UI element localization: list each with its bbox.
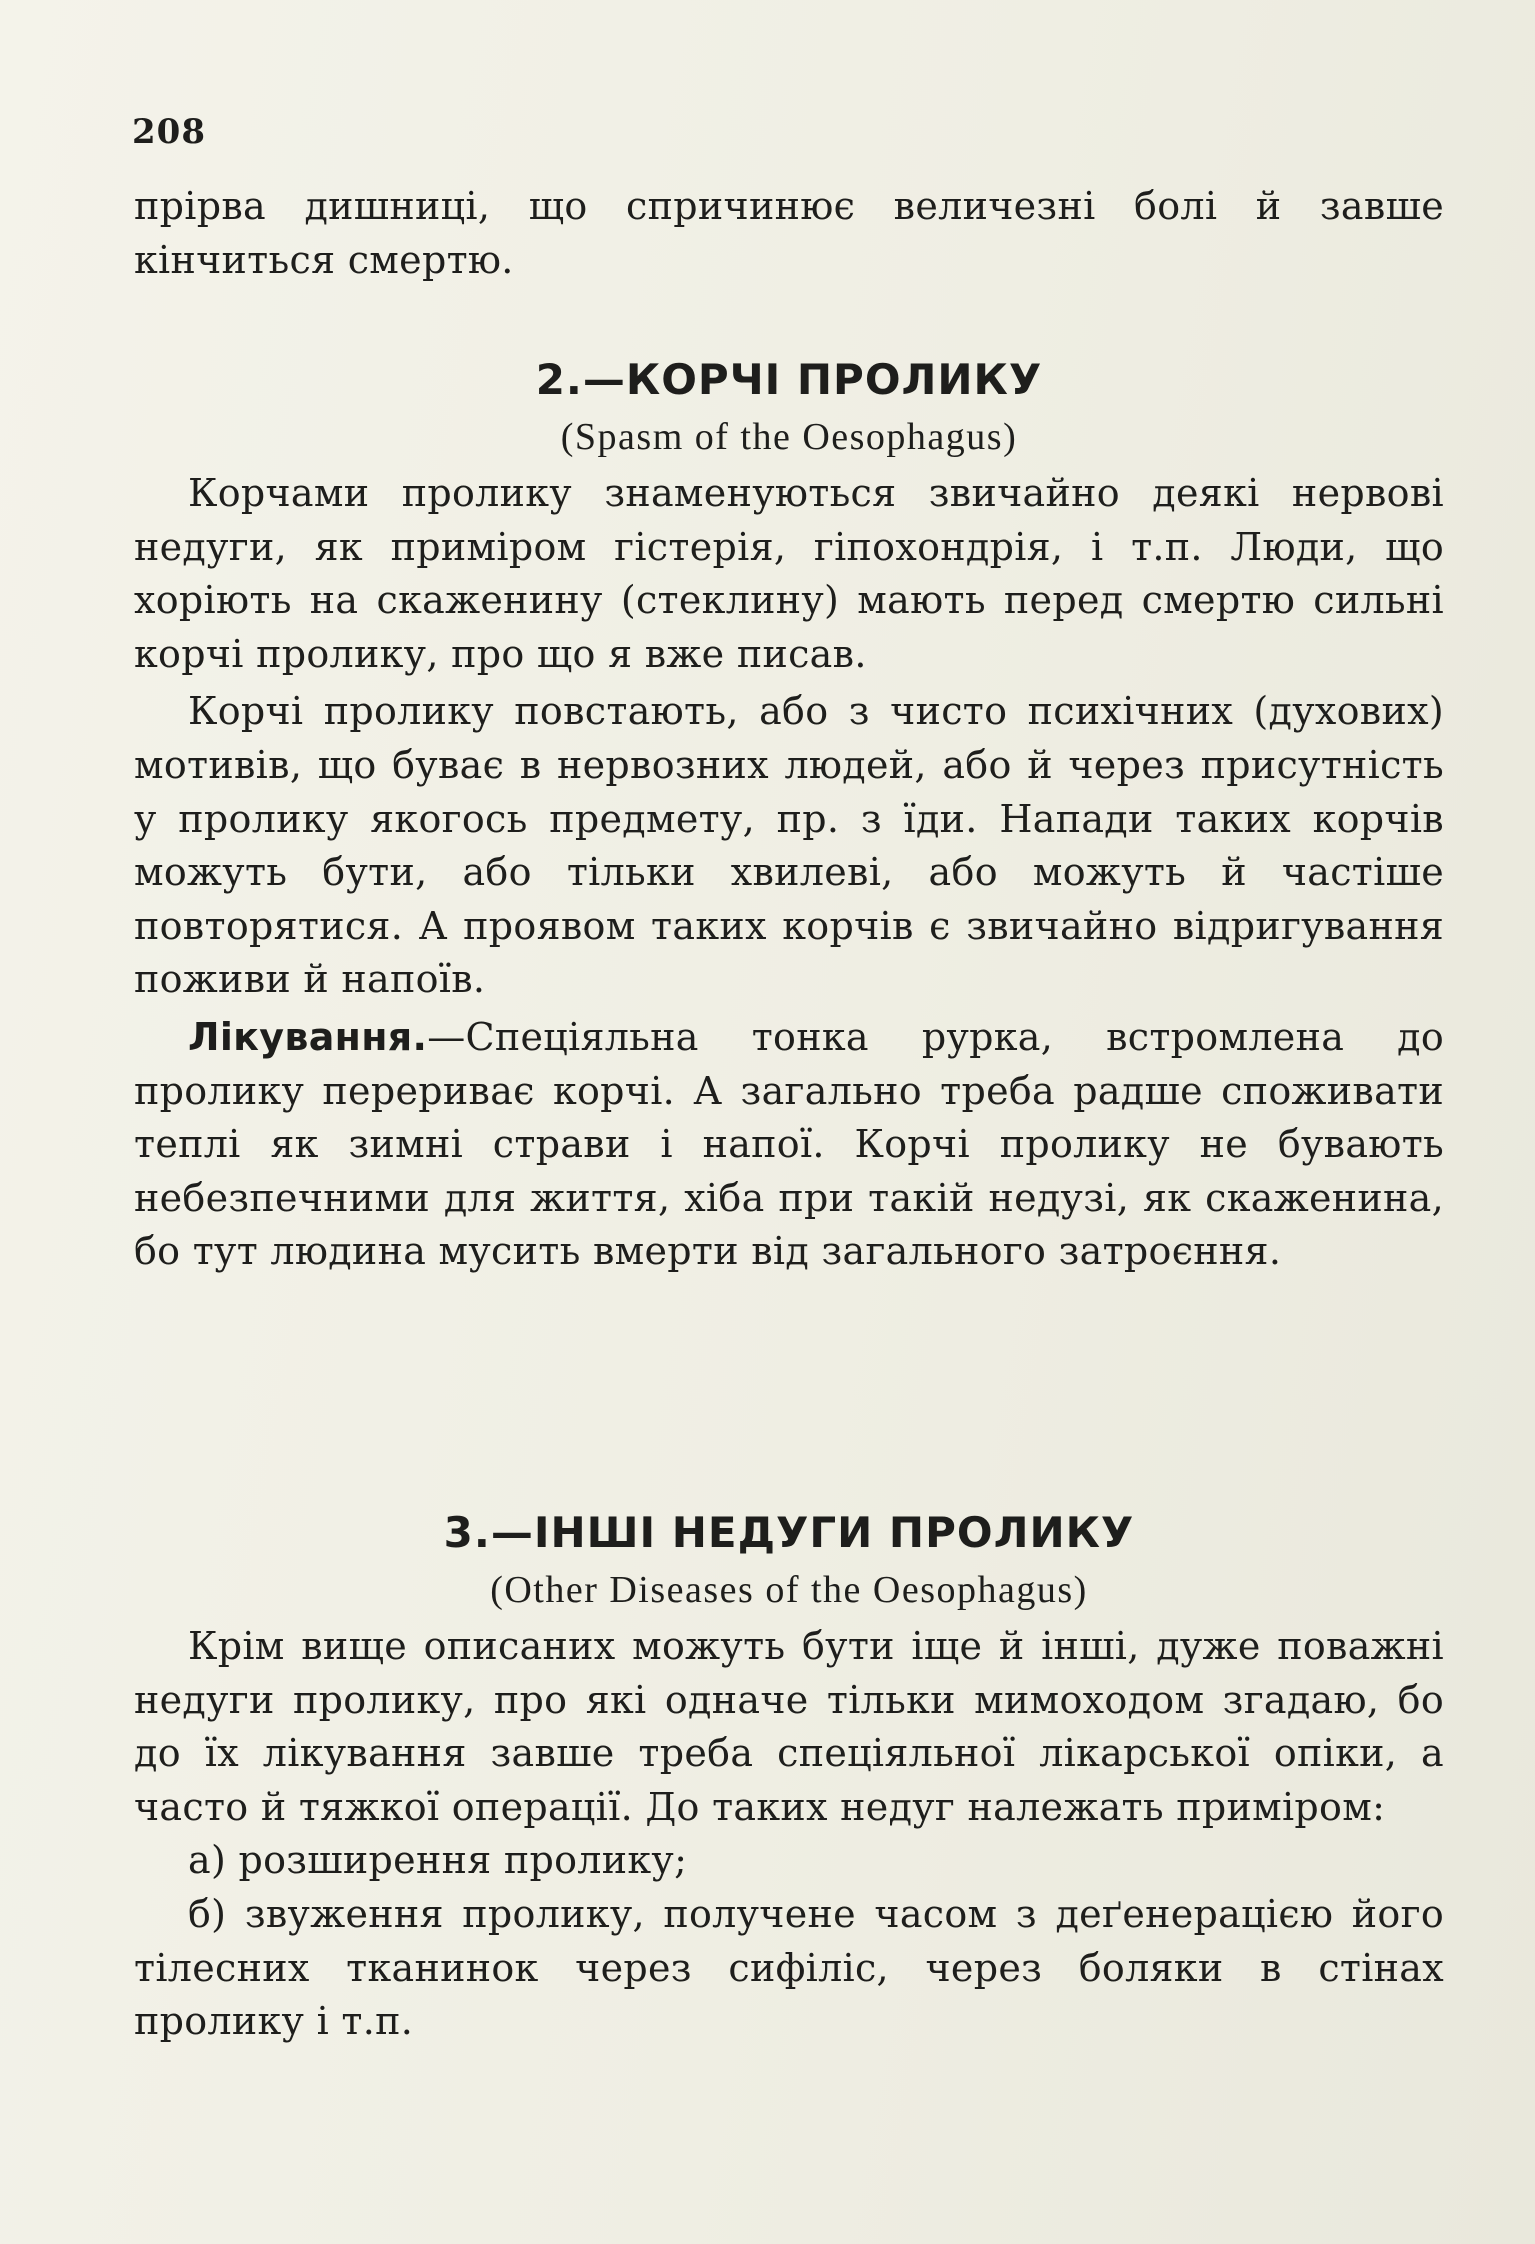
section-2-subheading: (Spasm of the Oesophagus)	[560, 416, 1018, 458]
paragraph: Корчі пролику повстають, або з чисто психічних (духових) мотивів, що буває в нервозних людей, або й через присутність у пролику якогось предмету, пр. з їди. Напади таких корчів можуть бути, або тільки хвилеві, або можуть й частіше повторятися. А проявом таких корчів є звичайно відригування поживи й напоїв.	[134, 689, 1444, 1002]
section-3-subheading: (Other Diseases of the Oesophagus)	[490, 1569, 1088, 1611]
page-number: 208	[132, 112, 206, 152]
treatment-text: —Спеціяльна тонка рурка, встромлена до пролику перериває корчі. А загально треба радше споживати теплі як зимні страви і напої. Корчі пролику не бувають небезпечними для життя, хіба при такій недузі, як скаженина, бо тут людина мусить вмерти від загального затроєння.	[134, 1014, 1444, 1274]
treatment-label: Лікування.	[188, 1014, 428, 1059]
list-item: а) розширення пролику;	[188, 1838, 688, 1883]
treatment-paragraph	[134, 1011, 1444, 1279]
continuation-paragraph	[134, 180, 1444, 287]
section-2-body	[134, 467, 1444, 1279]
list-item: б) звуження пролику, получене часом з деґенерацією його тілесних тканинок через сифіліс, через боляки в стінах пролику і т.п.	[134, 1891, 1444, 2044]
paragraph: прірва дишниці, що спричинює величезні болі й завше кінчиться смертю.	[134, 184, 1444, 282]
section-2-heading: 2.—КОРЧІ ПРОЛИКУ	[535, 355, 1043, 404]
section-3-heading: 3.—ІНШІ НЕДУГИ ПРОЛИКУ	[443, 1508, 1135, 1557]
paragraph: Крім вище описаних можуть бути іще й інші, дуже поважні недуги пролику, про які одначе тільки мимоходом згадаю, бо до їх лікування завше треба спеціяльної лікарської опіки, а часто й тяжкої операції. До таких недуг належать приміром:	[134, 1624, 1444, 1829]
paragraph: Корчами пролику знаменуються звичайно деякі нервові недуги, як приміром гістерія, гіпохондрія, і т.п. Люди, що хоріють на скаженину (стеклину) мають перед смертю сильні корчі пролику, про що я вже писав.	[134, 471, 1444, 676]
section-3-body	[134, 1620, 1444, 2049]
